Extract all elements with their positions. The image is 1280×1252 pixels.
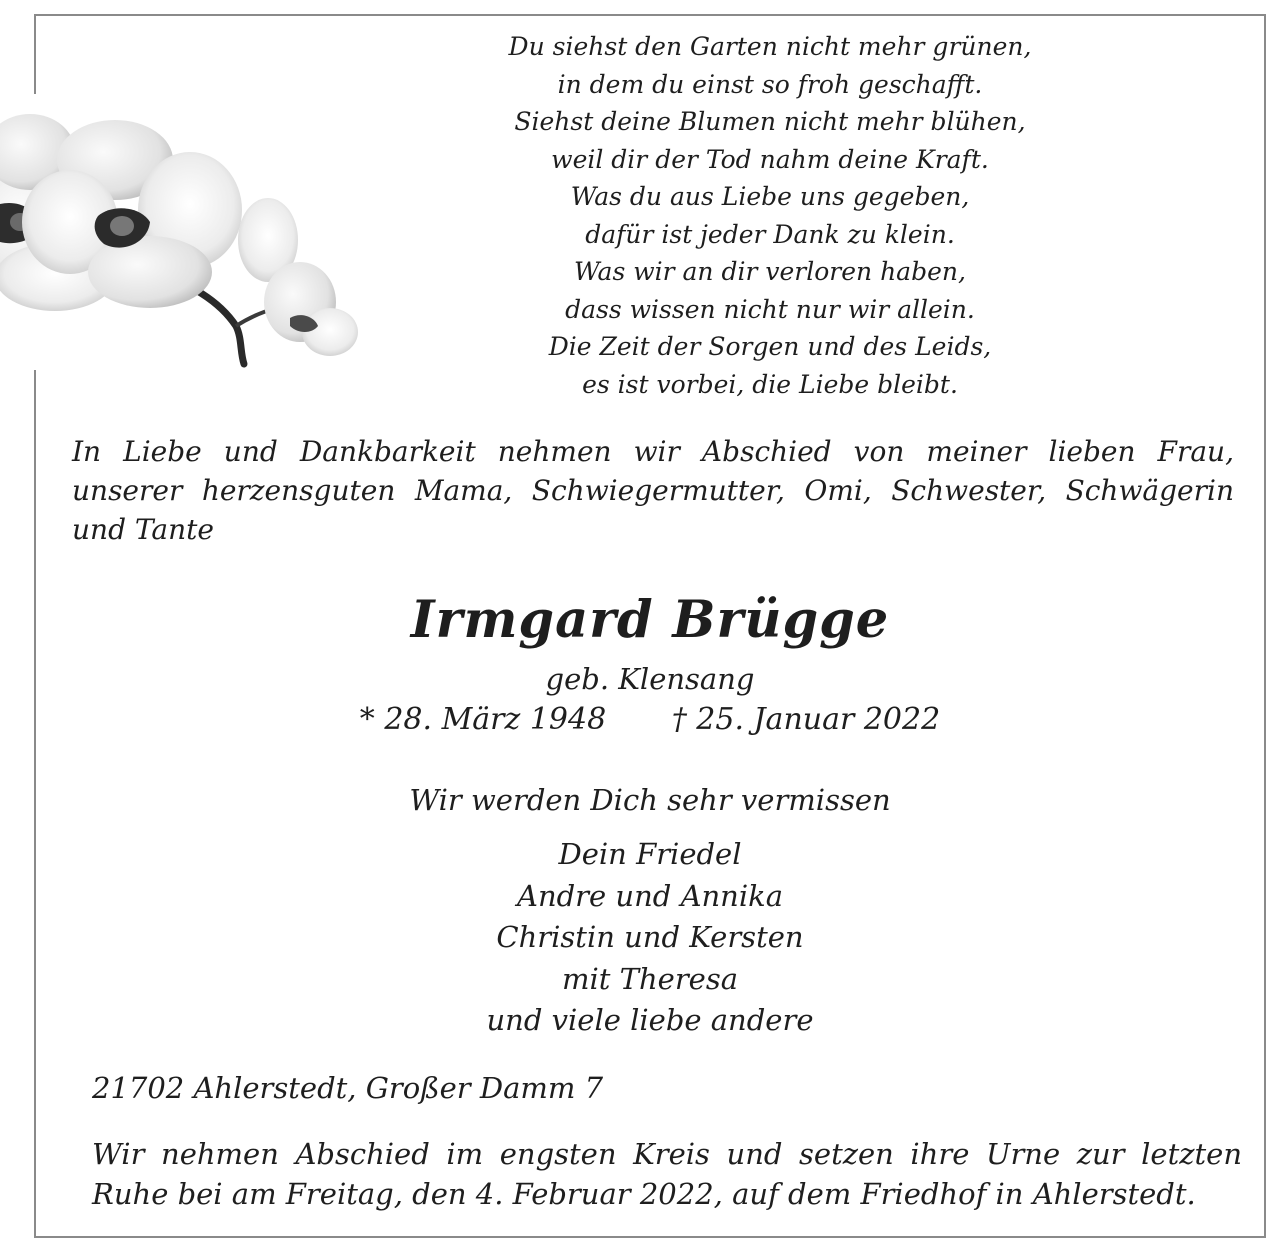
poem-line: weil dir der Tod nahm deine Kraft. [551,144,989,174]
poem-line: Was wir an dir verloren haben, [574,257,966,286]
family-line: und viele liebe andere [486,1003,814,1037]
closing-line: Ruhe bei am Freitag, den 4. Februar 2022, auf dem Friedhof in Ahlerstedt. [92,1177,1196,1211]
frame-left-upper [34,14,36,94]
closing-line: Wir nehmen Abschied im engsten Kreis und setzen ihre Urne zur letzten [92,1137,1242,1171]
farewell-message: Wir werden Dich sehr vermissen [409,783,891,817]
intro-text [72,432,1234,549]
address: 21702 Ahlerstedt, Großer Damm 7 [92,1071,604,1105]
intro-line: In Liebe und Dankbarkeit nehmen wir Abschied von meiner lieben Frau, [72,435,1234,468]
orchid-flower-image [0,112,370,374]
birth-date: * 28. März 1948 [359,702,607,737]
poem [460,28,1080,403]
poem-line: Was du aus Liebe uns gegeben, [570,182,970,211]
poem-line: dafür ist jeder Dank zu klein. [585,219,955,249]
family-line: mit Theresa [561,961,739,996]
family-line: Andre und Annika [517,878,783,913]
family-line: Dein Friedel [558,837,742,871]
poem-line: Du siehst den Garten nicht mehr grünen, [508,32,1032,61]
poem-line: in dem du einst so froh geschafft. [557,69,983,99]
intro-line: und Tante [72,513,214,546]
poem-line: Die Zeit der Sorgen und des Leids, [548,332,992,361]
intro-line: unserer herzensguten Mama, Schwiegermutter, Omi, Schwester, Schwägerin [72,474,1234,507]
closing-text [92,1134,1242,1214]
maiden-name: geb. Klensang [545,662,755,696]
family-signatures [0,834,1280,1042]
poem-line: es ist vorbei, die Liebe bleibt. [582,369,958,399]
life-dates [0,700,1280,740]
deceased-name: Irmgard Brügge [410,590,890,650]
poem-line: Siehst deine Blumen nicht mehr blühen, [514,107,1026,136]
poem-line: dass wissen nicht nur wir allein. [565,294,975,324]
death-date: † 25. Januar 2022 [671,702,941,737]
family-line: Christin und Kersten [496,920,804,954]
